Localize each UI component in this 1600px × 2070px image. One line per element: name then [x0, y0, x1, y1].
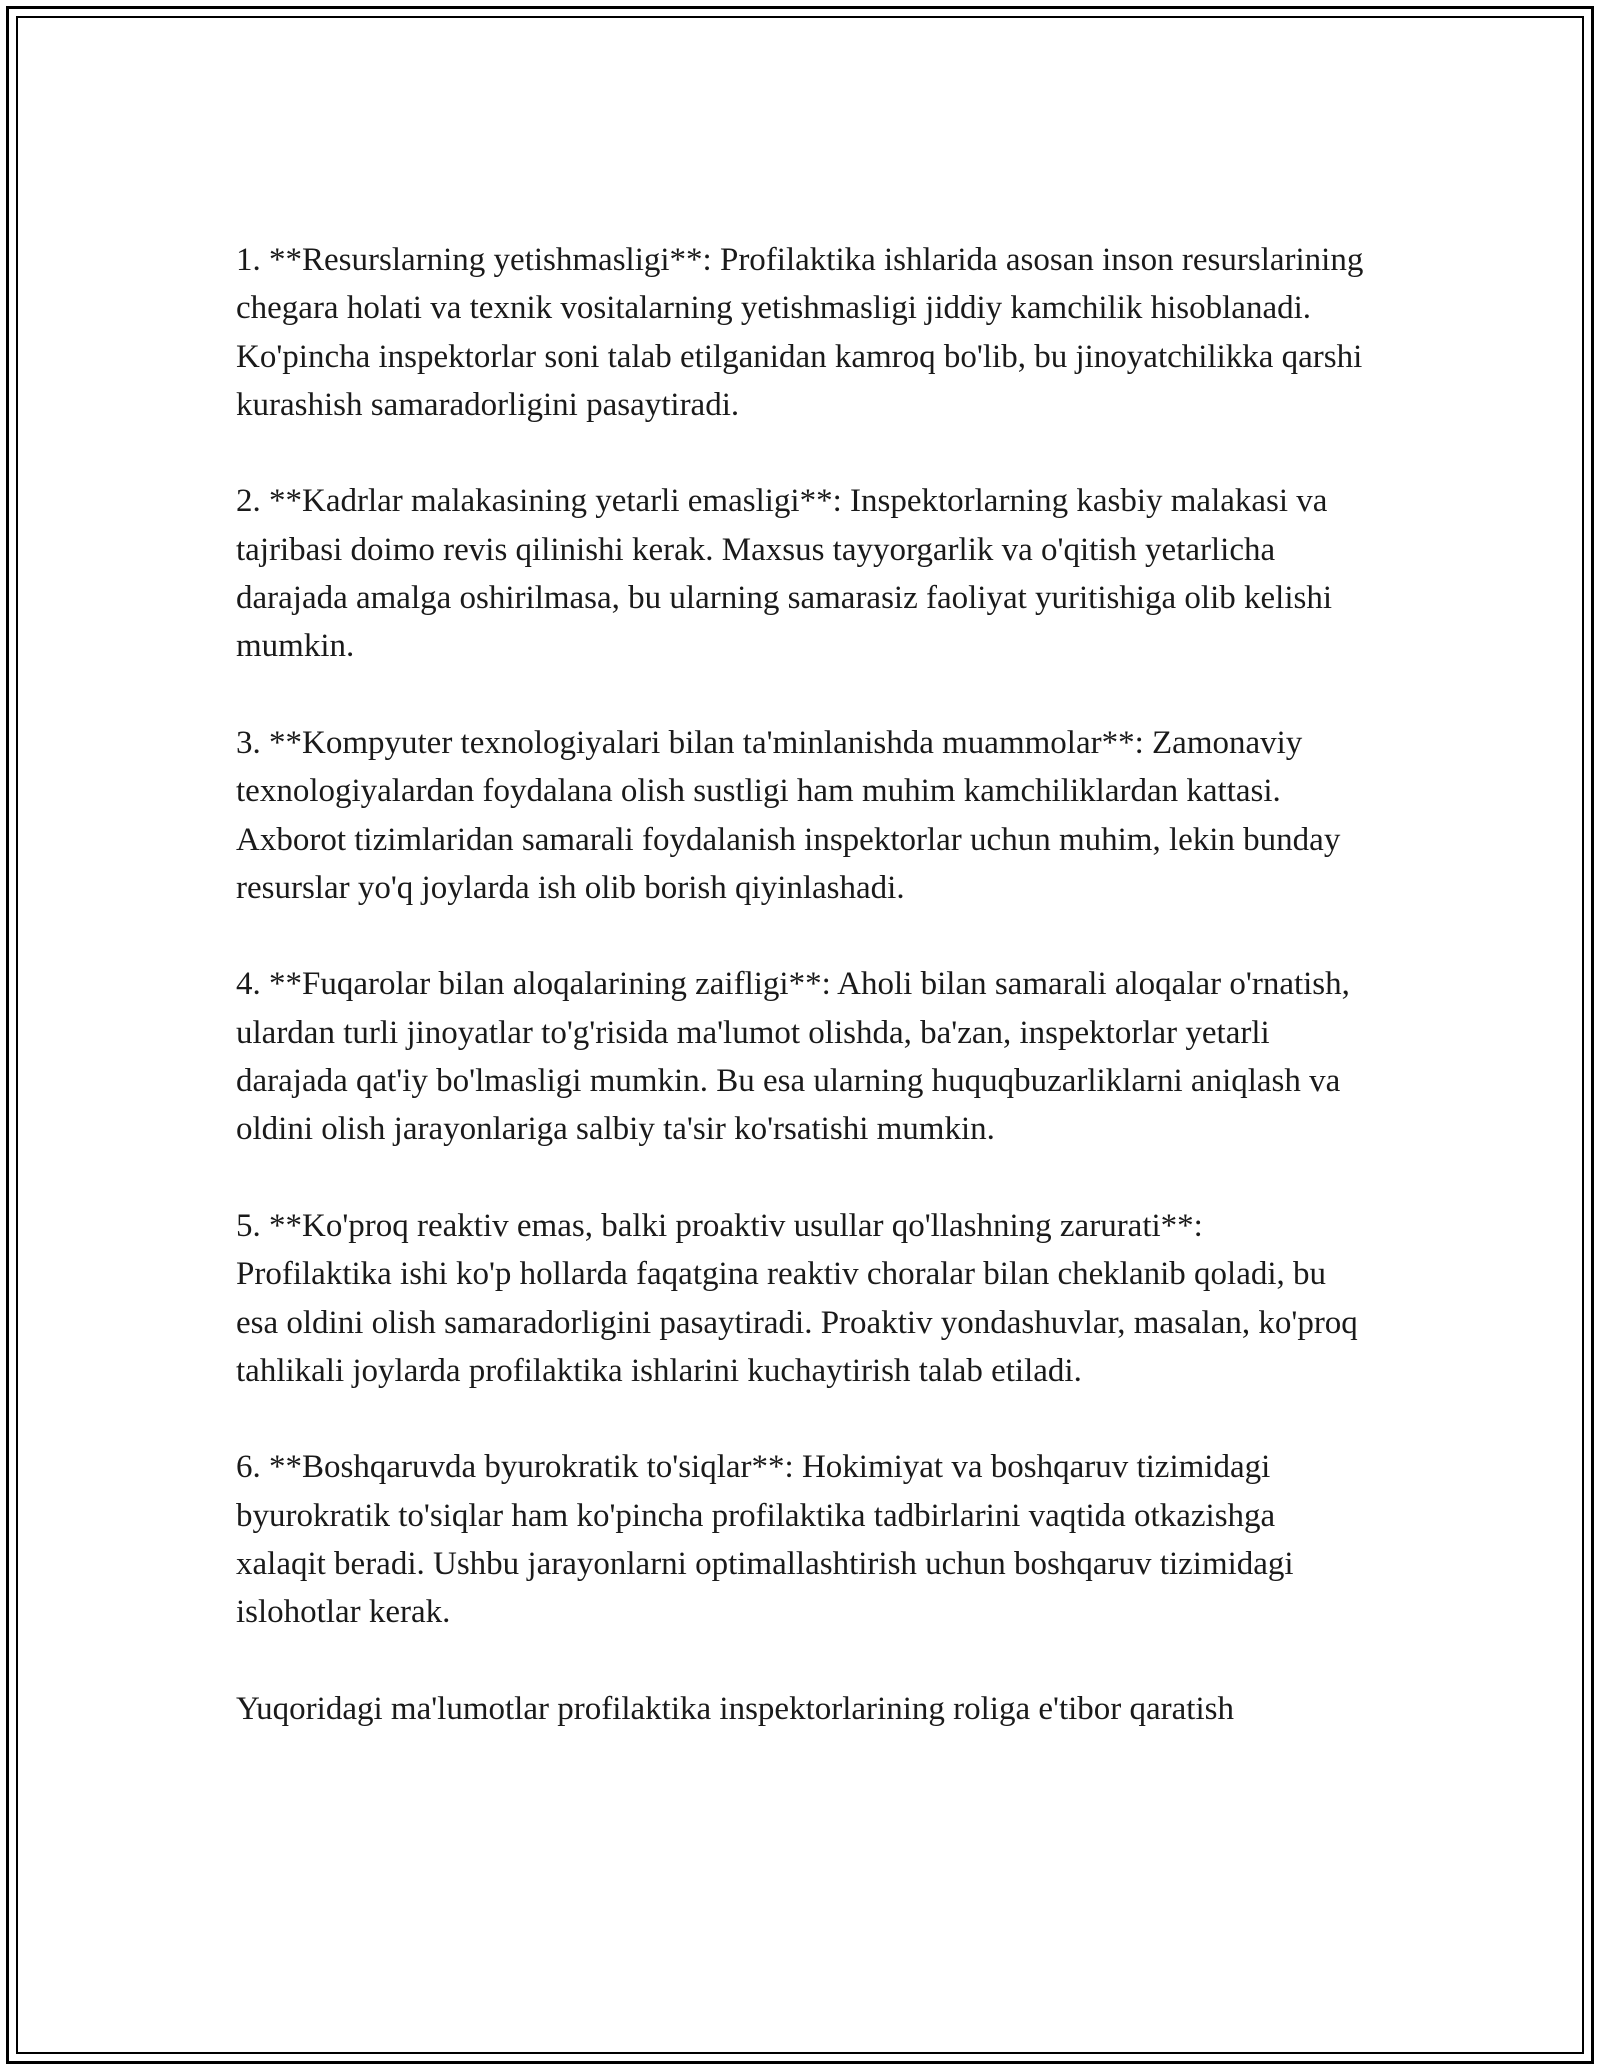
document-body	[236, 236, 1366, 1733]
paragraph-conclusion: Yuqoridagi ma'lumotlar profilaktika inspektorlarining roliga e'tibor qaratish	[236, 1690, 1234, 1727]
paragraph-resources-shortage: 1. **Resurslarning yetishmasligi**: Profilaktika ishlarida asosan inson resurslarining chegara holati va texnik vositalarning yetishmasligi jiddiy kamchilik hisoblanadi. Ko'pincha inspektorlar soni talab etilganidan kamroq bo'lib, bu jinoyatchilikka qarshi kurashish samaradorligini pasaytiradi.	[236, 242, 1364, 423]
paragraph-computer-technology: 3. **Kompyuter texnologiyalari bilan ta'minlanishda muammolar**: Zamonaviy texnologiyalardan foydalana olish sustligi ham muhim kamchiliklardan kattasi. Axborot tizimlaridan samarali foydalanish inspektorlar uchun muhim, lekin bunday resurslar yo'q joylarda ish olib borish qiyinlashadi.	[236, 724, 1341, 906]
paragraph-bureaucratic-barriers: 6. **Boshqaruvda byurokratik to'siqlar**: Hokimiyat va boshqaruv tizimidagi byurokratik to'siqlar ham ko'pincha profilaktika tadbirlarini vaqtida otkazishga xalaqit beradi. Ushbu jarayonlarni optimallashtirish uchun boshqaruv tizimidagi islohotlar kerak.	[236, 1449, 1294, 1631]
paragraph-citizen-relations: 4. **Fuqarolar bilan aloqalarining zaifligi**: Aholi bilan samarali aloqalar o'rnatish, ulardan turli jinoyatlar to'g'risida ma'lumot olishda, ba'zan, inspektorlar yetarli darajada qat'iy bo'lmasligi mumkin. Bu esa ularning huquqbuzarliklarni aniqlash va oldini olish jarayonlariga salbiy ta'sir ko'rsatishi mumkin.	[236, 966, 1350, 1148]
paragraph-proactive-methods: 5. **Ko'proq reaktiv emas, balki proaktiv usullar qo'llashning zarurati**: Profilaktika ishi ko'p hollarda faqatgina reaktiv choralar bilan cheklanib qoladi, bu esa oldini olish samaradorligini pasaytiradi. Proaktiv yondashuvlar, masalan, ko'proq tahlikali joylarda profilaktika ishlarini kuchaytirish talab etiladi.	[236, 1207, 1358, 1389]
paragraph-staff-qualification: 2. **Kadrlar malakasining yetarli emasligi**: Inspektorlarning kasbiy malakasi va tajribasi doimo revis qilinishi kerak. Maxsus tayyorgarlik va o'qitish yetarlicha darajada amalga oshirilmasa, bu ularning samarasiz faoliyat yuritishiga olib kelishi mumkin.	[236, 483, 1333, 665]
